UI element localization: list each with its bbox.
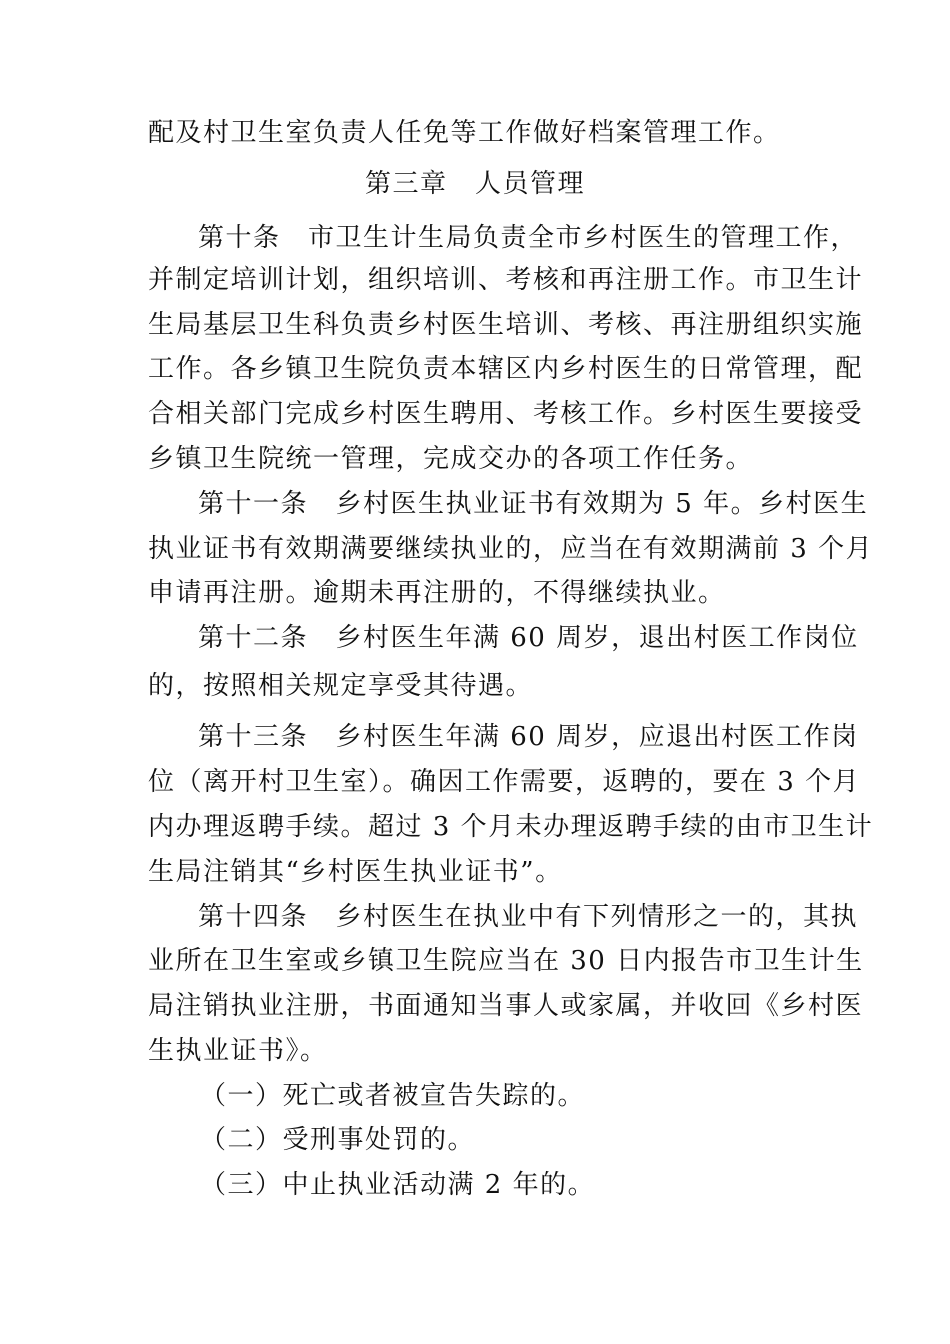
article-10-line-5: 合相关部门完成乡村医生聘用、考核工作。乡村医生要接受: [148, 399, 864, 429]
list-item-1: （一）死亡或者被宣告失踪的。: [200, 1081, 586, 1111]
article-11-line-2: 执业证书有效期满要继续执业的，应当在有效期满前 3 个月: [148, 534, 874, 564]
chapter-heading: 第三章 人员管理: [364, 169, 585, 199]
article-14-line-4: 生执业证书》。: [148, 1036, 328, 1066]
article-10-line-2: 并制定培训计划，组织培训、考核和再注册工作。市卫生计: [148, 265, 864, 295]
article-10-line-1: 第十条 市卫生计生局负责全市乡村医生的管理工作，: [198, 223, 859, 253]
article-10-line-6: 乡镇卫生院统一管理，完成交办的各项工作任务。: [148, 444, 754, 474]
article-12-line-1: 第十二条 乡村医生年满 60 周岁，退出村医工作岗位: [198, 623, 859, 653]
list-item-3: （三）中止执业活动满 2 年的。: [200, 1170, 596, 1200]
article-13-line-2: 位（离开村卫生室）。确因工作需要，返聘的，要在 3 个月: [148, 767, 861, 797]
article-14-line-2: 业所在卫生室或乡镇卫生院应当在 30 日内报告市卫生计生: [148, 946, 864, 976]
article-11-line-1: 第十一条 乡村医生执业证书有效期为 5 年。乡村医生: [198, 489, 869, 519]
article-12-line-2: 的，按照相关规定享受其待遇。: [148, 671, 534, 701]
article-10-line-4: 工作。各乡镇卫生院负责本辖区内乡村医生的日常管理，配: [148, 354, 864, 384]
list-item-2: （二）受刑事处罚的。: [200, 1125, 476, 1155]
article-13-line-1: 第十三条 乡村医生年满 60 周岁，应退出村医工作岗: [198, 722, 859, 752]
article-11-line-3: 申请再注册。逾期未再注册的，不得继续执业。: [148, 578, 726, 608]
article-14-line-1: 第十四条 乡村医生在执业中有下列情形之一的，其执: [198, 902, 859, 932]
article-14-line-3: 局注销执业注册，书面通知当事人或家属，并收回《乡村医: [148, 991, 864, 1021]
article-13-line-4: 生局注销其“乡村医生执业证书”。: [148, 857, 563, 887]
article-10-line-3: 生局基层卫生科负责乡村医生培训、考核、再注册组织实施: [148, 310, 864, 340]
paragraph-continuation: 配及村卫生室负责人任免等工作做好档案管理工作。: [148, 118, 781, 148]
article-13-line-3: 内办理返聘手续。超过 3 个月未办理返聘手续的由市卫生计: [148, 812, 874, 842]
